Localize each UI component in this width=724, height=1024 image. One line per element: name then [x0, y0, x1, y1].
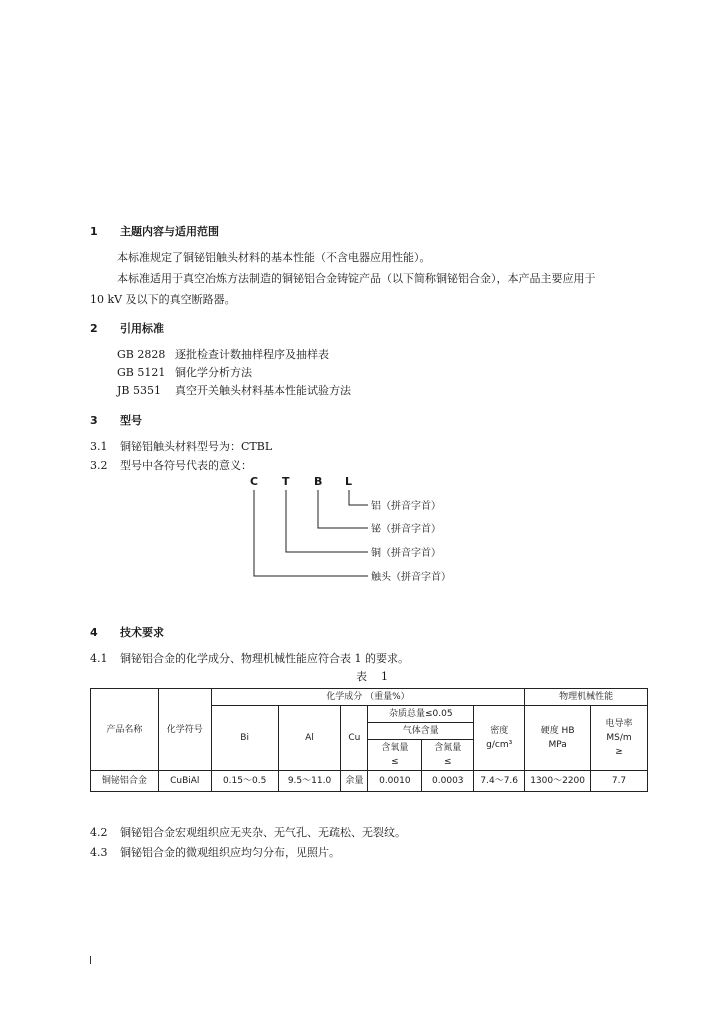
nitrogen-label: 含氮量 — [434, 743, 462, 753]
connector-c — [254, 490, 368, 576]
header-hardness — [525, 706, 591, 771]
hardness-label: 硬度 HB — [540, 726, 575, 736]
reference-title: 逐批检查计数抽样程序及抽样表 — [175, 348, 329, 361]
table-1 — [90, 688, 648, 792]
density-label: 密度 — [490, 726, 509, 736]
letter-l: L — [345, 475, 353, 488]
section-number: 1 — [90, 225, 98, 238]
table-caption: 表 1 — [356, 670, 388, 683]
hardness-unit: MPa — [548, 740, 567, 750]
reference-title: 真空开关触头材料基本性能试验方法 — [175, 384, 351, 397]
section-number: 4 — [90, 626, 98, 639]
oxygen-symbol: ≤ — [391, 757, 399, 767]
clause-number: 3.2 — [90, 459, 108, 472]
meaning-l: 铝（拼音字首） — [371, 501, 441, 512]
header-chemical-composition: 化学成分 （重量%） — [211, 689, 524, 706]
clause-number: 3.1 — [90, 440, 108, 453]
cell-symbol: CuBiAl — [158, 771, 211, 792]
section-number: 3 — [90, 414, 98, 427]
header-impurity-total: 杂质总量≤0.05 — [368, 706, 474, 723]
section-2-heading — [90, 320, 164, 336]
reference-item — [117, 382, 351, 398]
header-conductivity — [591, 706, 648, 771]
header-gas-content: 气体含量 — [368, 723, 474, 740]
conductivity-unit: MS/m — [606, 733, 632, 743]
letter-c: C — [250, 475, 259, 488]
header-nitrogen — [422, 740, 474, 771]
clause-text: 铜铋铝触头材料型号为：CTBL — [120, 440, 273, 453]
clause-text: 铜铋铝合金的化学成分、物理机械性能应符合表 1 的要求。 — [120, 652, 409, 665]
reference-code: JB 5351 — [117, 384, 161, 397]
clause-3-1 — [90, 438, 272, 454]
connector-l — [349, 490, 368, 505]
oxygen-label: 含氧量 — [381, 743, 409, 753]
header-oxygen — [368, 740, 422, 771]
cell-nitrogen: 0.0003 — [422, 771, 474, 792]
table-row — [91, 771, 648, 792]
cell-bi: 0.15～0.5 — [211, 771, 278, 792]
reference-item — [117, 364, 252, 380]
reference-item — [117, 346, 329, 362]
cell-al: 9.5～11.0 — [278, 771, 341, 792]
letter-b: B — [314, 475, 323, 488]
section-title: 技术要求 — [120, 626, 164, 639]
clause-text: 型号中各符号代表的意义： — [120, 459, 252, 472]
cell-oxygen: 0.0010 — [368, 771, 422, 792]
margin-mark — [90, 956, 91, 964]
section-3-heading — [90, 412, 142, 428]
header-al: Al — [278, 706, 341, 771]
cell-conductivity: 7.7 — [591, 771, 648, 792]
cell-hardness: 1300～2200 — [525, 771, 591, 792]
connector-b — [318, 490, 368, 528]
conductivity-symbol: ≥ — [615, 747, 623, 757]
clause-4-1 — [90, 650, 409, 666]
section-title: 主题内容与适用范围 — [120, 225, 219, 238]
clause-number: 4.1 — [90, 652, 108, 665]
header-product-name: 产品名称 — [91, 689, 159, 771]
section-1-heading — [90, 223, 219, 239]
header-physical-properties: 物理机械性能 — [525, 689, 648, 706]
meaning-b: 铋（拼音字首） — [371, 524, 441, 535]
cell-product-name: 铜铋铝合金 — [91, 771, 159, 792]
section-1-para-2-line-1: 本标准适用于真空冶炼方法制造的铜铋铝合金铸锭产品（以下简称铜铋铝合金），本产品主要应用于 — [117, 272, 596, 285]
cell-density: 7.4～7.6 — [474, 771, 525, 792]
section-1-para-1: 本标准规定了铜铋铝触头材料的基本性能（不含电器应用性能）。 — [117, 251, 431, 264]
connector-t — [286, 490, 368, 552]
reference-code: GB 5121 — [117, 366, 166, 379]
cell-cu: 余量 — [341, 771, 368, 792]
reference-code: GB 2828 — [117, 348, 166, 361]
clause-text: 铜铋铝合金宏观组织应无夹杂、无气孔、无疏松、无裂纹。 — [120, 826, 406, 839]
clause-text: 铜铋铝合金的微观组织应均匀分布，见照片。 — [120, 846, 340, 859]
letter-t: T — [282, 475, 290, 488]
clause-4-2 — [90, 824, 406, 840]
clause-4-3 — [90, 844, 340, 860]
density-unit: g/cm³ — [486, 740, 513, 750]
section-title: 型号 — [120, 414, 142, 427]
meaning-t: 铜（拼音字首） — [371, 548, 441, 559]
header-chemical-symbol: 化学符号 — [158, 689, 211, 771]
clause-number: 4.2 — [90, 826, 108, 839]
nitrogen-symbol: ≤ — [444, 757, 452, 767]
clause-3-2 — [90, 457, 252, 473]
section-title: 引用标准 — [120, 322, 164, 335]
clause-number: 4.3 — [90, 846, 108, 859]
header-cu: Cu — [341, 706, 368, 771]
conductivity-label: 电导率 — [605, 719, 633, 729]
header-bi: Bi — [211, 706, 278, 771]
header-density — [474, 706, 525, 771]
meaning-c: 触头（拼音字首） — [371, 572, 451, 583]
section-4-heading — [90, 624, 164, 640]
reference-title: 铜化学分析方法 — [175, 366, 252, 379]
section-number: 2 — [90, 322, 98, 335]
section-1-para-2-line-2: 10 kV 及以下的真空断路器。 — [90, 293, 236, 306]
